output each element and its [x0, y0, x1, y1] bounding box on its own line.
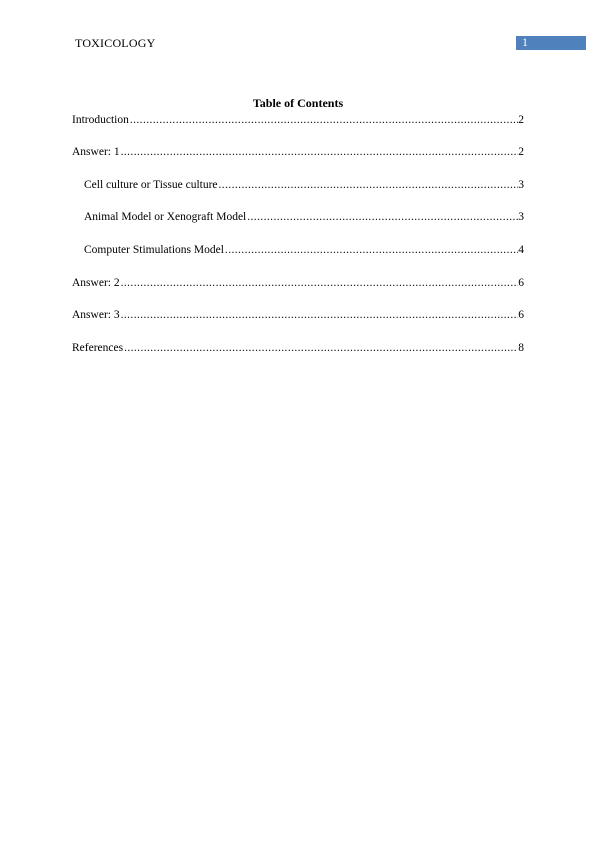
- dot-leader: [225, 243, 518, 257]
- dot-leader: [121, 145, 519, 159]
- toc-entry-page: 2: [518, 146, 524, 158]
- toc-entry-label: Computer Stimulations Model: [84, 244, 224, 256]
- toc-entry-label: Answer: 2: [72, 277, 120, 289]
- toc-entry-introduction[interactable]: [72, 113, 524, 127]
- toc-entry-page: 6: [518, 277, 524, 289]
- toc-heading: Table of Contents: [252, 96, 344, 110]
- dot-leader: [121, 276, 519, 290]
- toc-entry-label: Introduction: [72, 114, 129, 126]
- toc-entry-animal-model[interactable]: [84, 210, 524, 224]
- toc-entry-page: 8: [518, 342, 524, 354]
- toc-entry-page: 3: [518, 211, 524, 223]
- dot-leader: [124, 341, 518, 355]
- toc-entry-label: Answer: 1: [72, 146, 120, 158]
- toc-entry-references[interactable]: [72, 341, 524, 355]
- page-number: 1: [522, 35, 528, 49]
- toc-entry-page: 3: [518, 179, 524, 191]
- toc-entry-label: Answer: 3: [72, 309, 120, 321]
- running-head: TOXICOLOGY: [75, 36, 156, 50]
- dot-leader: [130, 113, 518, 127]
- toc-entry-page: 4: [518, 244, 524, 256]
- toc-entry-answer-2[interactable]: [72, 276, 524, 290]
- dot-leader: [121, 308, 519, 322]
- toc-entry-page: 2: [518, 114, 524, 126]
- dot-leader: [247, 210, 518, 224]
- toc-entry-computer-model[interactable]: [84, 243, 524, 257]
- toc-entry-cell-culture[interactable]: [84, 178, 524, 192]
- toc-entry-label: References: [72, 342, 124, 354]
- toc-entry-label: Animal Model or Xenograft Model: [84, 211, 247, 223]
- page-number-badge: [516, 36, 586, 50]
- toc-entry-answer-1[interactable]: [72, 145, 524, 159]
- toc-entry-answer-3[interactable]: [72, 308, 524, 322]
- dot-leader: [219, 178, 519, 192]
- toc-entry-page: 6: [518, 309, 524, 321]
- toc-entry-label: Cell culture or Tissue culture: [84, 179, 218, 191]
